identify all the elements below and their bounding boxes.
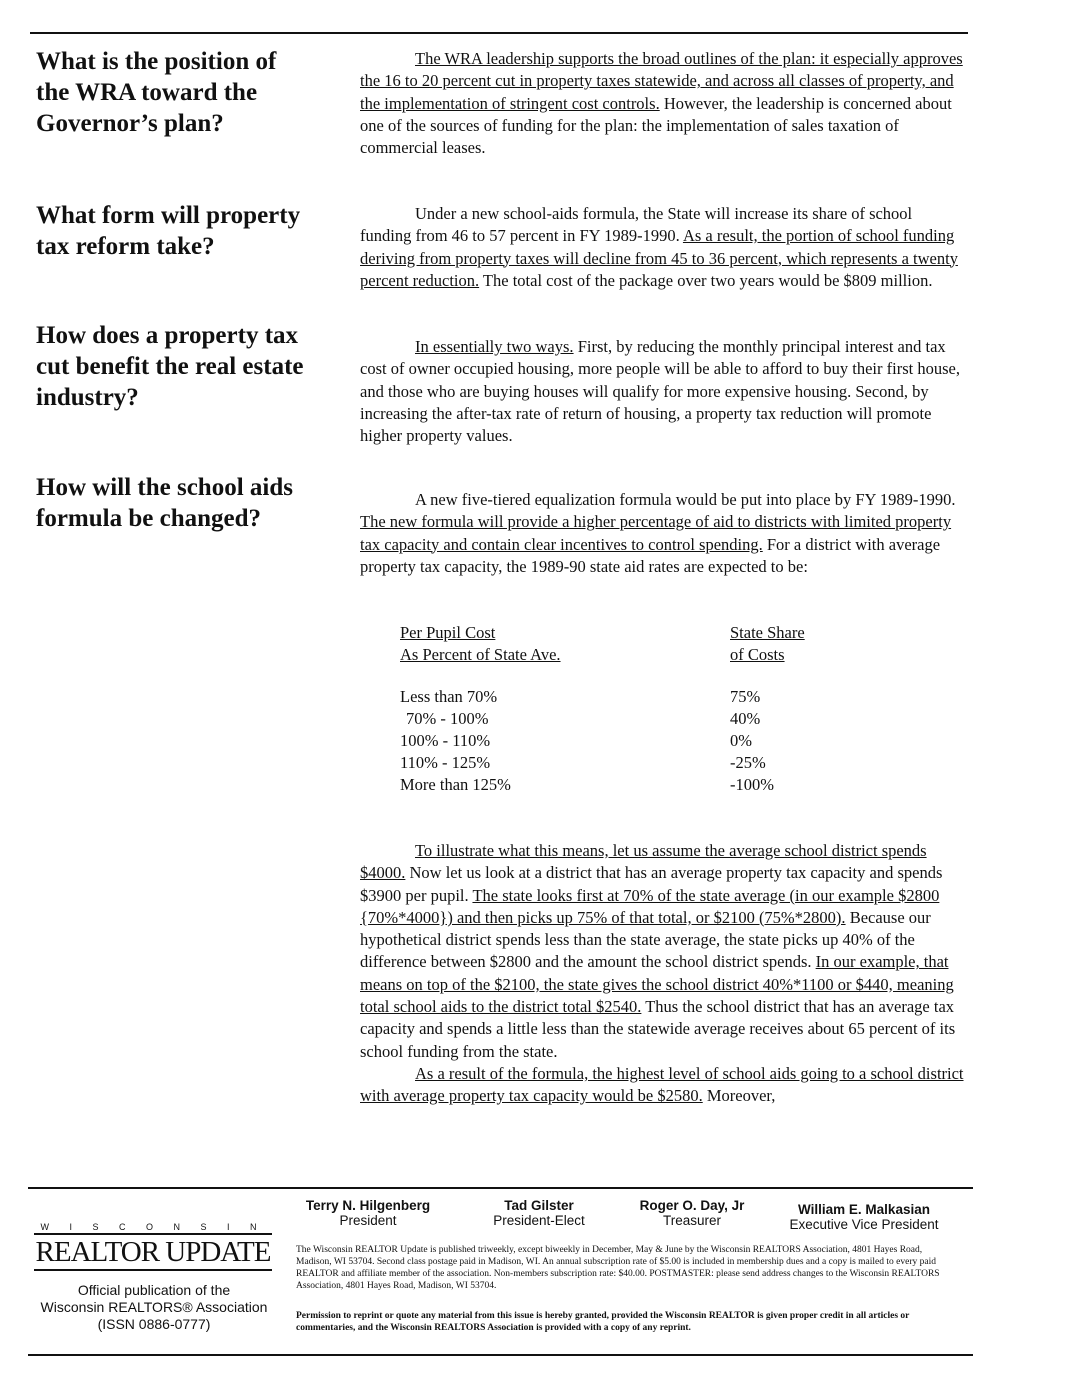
top-rule [30,32,968,34]
officer-name: Tad Gilster [504,1198,574,1213]
answer-1-underlined: The WRA leadership supports the broad outlines of the plan: it especially approves the 16 to 20 percent cut in property taxes statewide, and across all classes of property, and the implementation of stringent cost controls. [360,49,963,113]
row-share: 0% [730,731,752,750]
illustration-text-3: Thus the school district that has an average tax capacity and spends a little less than the statewide average receives about 65 percent of its school funding from the state. [360,997,956,1061]
answer-1 [360,48,965,159]
row-share: -25% [730,753,766,772]
col2-header-line1: State Share [730,623,805,642]
officer-name: Roger O. Day, Jr [639,1198,745,1213]
row-range: 110% - 125% [400,753,491,772]
answer-1-text: However, the leadership is concerned about one of the sources of funding for the plan: the implementation of sales taxation of commercial leases. [360,93,952,158]
official-line-2: Wisconsin REALTORS® Association [40,1299,268,1315]
bottom-rule [28,1354,973,1356]
col1-header-line2: As Percent of State Ave. [400,645,561,664]
table-row [330,686,890,708]
officer-president [292,1198,444,1228]
answer-4 [360,489,965,578]
answer-2-text-start: Under a new school-aids formula, the State will increase its share of school funding from 46 to 57 percent in FY 1989-1990. [360,204,913,246]
official-line-1: Official publication of the [77,1282,231,1298]
table-row [330,752,890,774]
answer-3-text: First, by reducing the monthly principal interest and tax cost of owner occupied housing, more people will be able to afford to buy their first house, and those who are buying houses will qualify for more expensive housing. Second, by increasing the after-tax rate of return of housing, a property tax reduction will promote higher property values. [360,337,960,446]
table-header-row-2 [330,644,890,666]
answer-2-text-end: The total cost of the package over two years would be $809 million. [479,270,933,290]
question-1: What is the position of the WRA toward the Governor’s plan? [36,48,277,137]
state-aid-table [330,622,890,796]
officer-president-elect [474,1198,604,1228]
publication-note: The Wisconsin REALTOR Update is published triweekly, except biweekly in December, May & June by the Wisconsin REALTORS Association, 4801 Hayes Road, Madison, WI 53704. Second class postage paid in Madison, WI. An annual subscription rate of $5.00 is included in membership dues and a copy is mailed to every paid REALTOR and affiliate member of the association. Non-members subscription rate: $40.00. POSTMASTER: please send address changes to the Wisconsin REALTORS Association, 4801 Hayes Road, Madison, WI 53704. [296,1245,940,1291]
row-range: 100% - 110% [400,731,491,750]
row-range: Less than 70% [400,687,498,706]
col2-header-line2: of Costs [730,645,785,664]
officer-executive-vp [778,1202,950,1232]
officer-title: President-Elect [493,1213,585,1228]
official-publication [20,1282,288,1333]
table-row [330,708,890,730]
answer-3 [360,336,965,447]
officer-name: William E. Malkasian [798,1202,930,1217]
table-header-row-1 [330,622,890,644]
officer-name: Terry N. Hilgenberg [305,1198,431,1213]
illustration-underlined-1: To illustrate what this means, let us assume the average school district spends $4000. [360,841,927,883]
permission-note: Permission to reprint or quote any material from this issue is hereby granted, provided the Wisconsin REALTOR is given proper credit in all articles or commentaries, and the Wisconsin REALTORS Association is provided with a copy of any reprint. [296,1311,910,1333]
footer-top-rule [28,1187,973,1189]
realtor-update-logo [34,1222,272,1271]
row-share: -100% [730,775,774,794]
result-text: Moreover, [702,1086,776,1106]
illustration-underlined-2: The state looks first at 70% of the state average (in our example $2800 {70%*4000}) and then picks up 75% of that total, or $2100 (75%*2800). [360,885,940,927]
officer-treasurer [622,1198,762,1228]
logo-wisconsin: W I S C O N S I N [34,1222,272,1235]
officer-title: Executive Vice President [789,1217,939,1232]
logo-title: REALTOR UPDATE [35,1236,271,1268]
issn: (ISSN 0886-0777) [97,1316,211,1332]
illustration-underlined-3: In our example, that means on top of the $2100, the state gives the school district 40%*1100 or $440, meaning total school aids to the district total $2540. [360,952,954,1017]
table-row [330,730,890,752]
question-3: How does a property tax cut benefit the real estate industry? [36,322,304,411]
answer-2-underlined: As a result, the portion of school funding deriving from property taxes will decline from 45 to 36 percent, which represents a twenty percent reduction. [360,226,958,290]
question-2: What form will property tax reform take? [36,202,301,260]
answer-4-text-end: For a district with average property tax capacity, the 1989-90 state aid rates are expected to be: [360,534,941,576]
answer-4-text-start: A new five-tiered equalization formula would be put into place by FY 1989-1990. [415,490,956,509]
answer-2 [360,203,965,292]
answer-4-underlined: The new formula will provide a higher percentage of aid to districts with limited property tax capacity and contain clear incentives to control spending. [360,512,952,554]
answer-3-underlined: In essentially two ways. [415,337,574,356]
row-share: 75% [730,687,761,706]
result-underlined: As a result of the formula, the highest level of school aids going to a school district with average property tax capacity would be $2580. [360,1063,964,1106]
illustration-paragraph [360,840,965,1108]
row-share: 40% [730,709,761,728]
row-range: 70% - 100% [406,709,489,728]
question-4: How will the school aids formula be changed? [36,474,293,532]
row-range: More than 125% [400,775,511,794]
col1-header-line1: Per Pupil Cost [400,623,496,642]
officer-title: Treasurer [662,1213,721,1228]
officer-title: President [339,1213,397,1228]
illustration-text-2: Because our hypothetical district spends less than the state average, the state picks up 40% of the difference between $2800 and the amount the school district spends. [360,907,931,972]
illustration-text-1: Now let us look at a district that has an average property tax capacity and spends $3900 per pupil. [360,863,943,905]
table-row [330,774,890,796]
